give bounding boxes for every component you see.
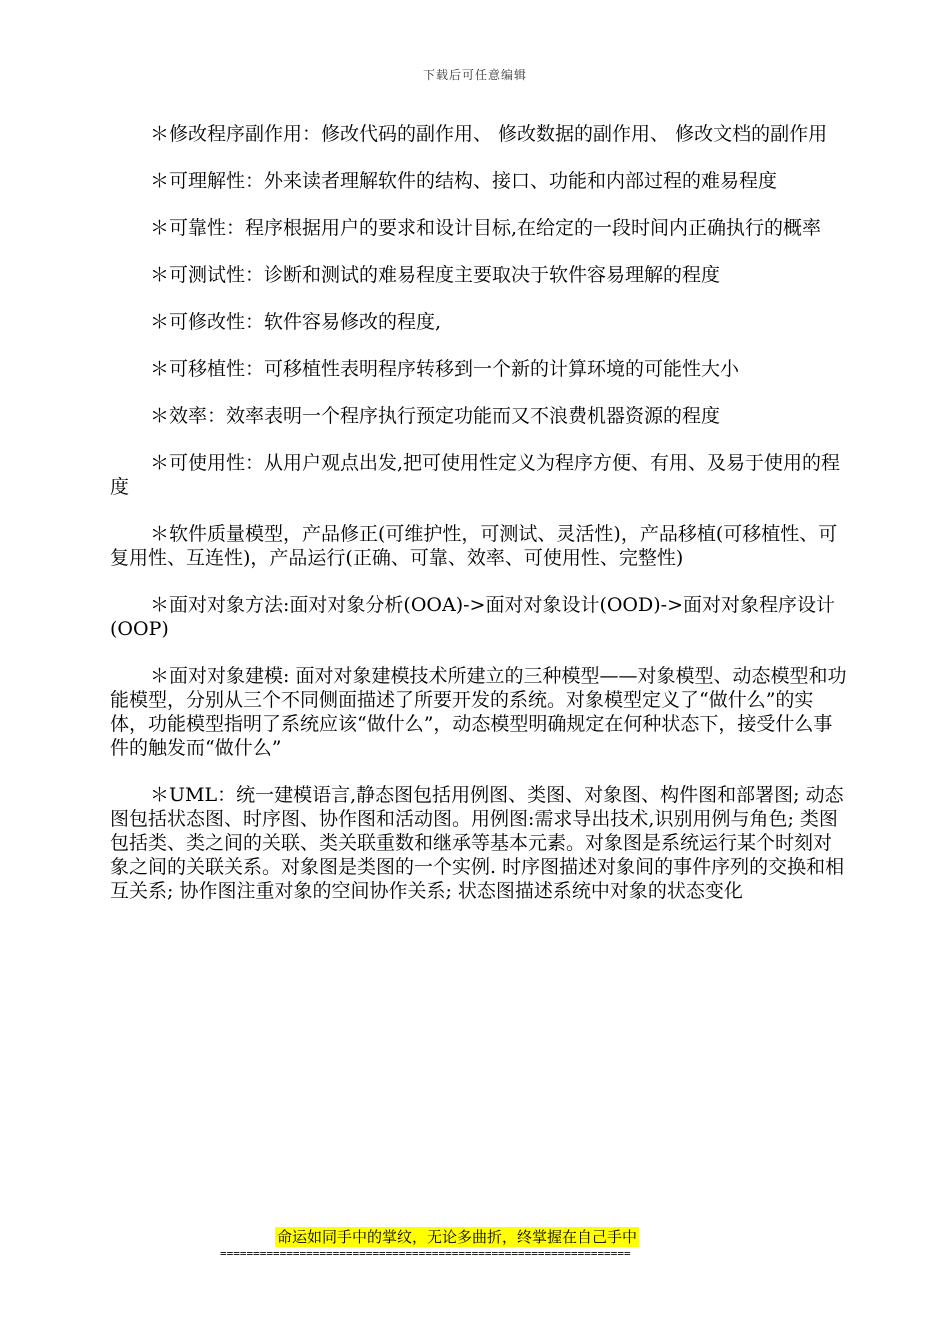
header-note: 下载后可任意编辑: [422, 68, 527, 82]
paragraph-modifiability: ＊可修改性：软件容易修改的程度,: [150, 311, 442, 333]
paragraph-portability: ＊可移植性：可移植性表明程序转移到一个新的计算环境的可能性大小: [150, 358, 740, 380]
paragraph-oo-method: ＊面对对象方法:面对对象分析(OOA)->面对对象设计(OOD)->面对对象程序设计(OOP): [110, 594, 835, 640]
footer-motto: 命运如同手中的掌纹，无论多曲折，终掌握在自己手中: [277, 1228, 638, 1246]
footer-divider: ==============================================================: [220, 1247, 631, 1260]
paragraph-testability: ＊可测试性：诊断和测试的难易程度主要取决于软件容易理解的程度: [150, 264, 721, 286]
document-body: [110, 122, 850, 926]
paragraph-quality-model: ＊软件质量模型，产品修正(可维护性，可测试、灵活性)，产品移植(可移植性、可复用性、互连性)，产品运行(正确、可靠、效率、可使用性、完整性): [110, 523, 838, 569]
paragraph-oo-modeling: ＊面对对象建模: 面对对象建模技术所建立的三种模型——对象模型、动态模型和功能模型，分别从三个不同侧面描述了所要开发的系统。对象模型定义了“做什么”的实体，功能模型指明了系统应该“做什么”，动态模型明确规定在何种状态下，接受什么事件的触发而“做什么”: [110, 665, 847, 759]
paragraph-uml: ＊UML：统一建模语言,静态图包括用例图、类图、对象图、构件图和部署图; 动态图包括状态图、时序图、协作图和活动图。用例图:需求导出技术,识别用例与角色; 类图包括类、类之间的关联、类关联重数和继承等基本元素。对象图是系统运行某个时刻对象之间的关联关系。对象图是类图的一个实例. 时序图描述对象间的事件序列的交换和相互关系; 协作图注重对象的空间协作关系; 状态图描述系统中对象的状态变化: [110, 784, 845, 902]
paragraph-usability: ＊可使用性：从用户观点出发,把可使用性定义为程序方便、有用、及易于使用的程度: [110, 452, 841, 498]
paragraph-understandability: ＊可理解性：外来读者理解软件的结构、接口、功能和内部过程的难易程度: [150, 170, 778, 192]
paragraph-side-effects: ＊修改程序副作用：修改代码的副作用、 修改数据的副作用、 修改文档的副作用: [150, 123, 828, 145]
paragraph-efficiency: ＊效率：效率表明一个程序执行预定功能而又不浪费机器资源的程度: [150, 405, 721, 427]
paragraph-reliability: ＊可靠性：程序根据用户的要求和设计目标,在给定的一段时间内正确执行的概率: [150, 217, 822, 239]
